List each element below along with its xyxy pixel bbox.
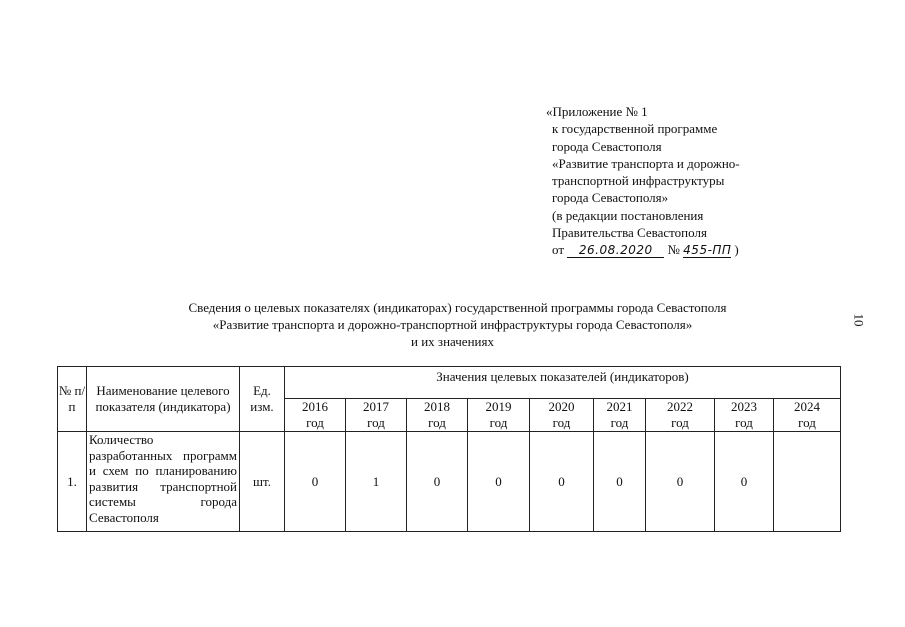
appendix-line: города Севастополя» — [552, 190, 669, 206]
resolution-date: 26.08.2020 — [567, 244, 664, 258]
year-header: 2022 год — [646, 399, 715, 432]
value-cell: 0 — [407, 432, 468, 532]
appendix-line: города Севастополя — [552, 138, 662, 154]
page-number: 10 — [851, 313, 867, 327]
year-header: 2017 год — [346, 399, 407, 432]
from-label: от — [552, 242, 565, 258]
year-header: 2024 год — [774, 399, 841, 432]
number-label: № — [667, 242, 680, 258]
appendix-line: транспортной инфраструктуры — [552, 173, 725, 189]
value-cell: 0 — [594, 432, 646, 532]
col-name-header: Наименование целевого показателя (индикатора) — [87, 367, 240, 432]
year-header: 2018 год — [407, 399, 468, 432]
indicators-table — [57, 366, 841, 532]
table-row — [58, 432, 841, 532]
value-cell: 0 — [468, 432, 530, 532]
year-header: 2023 год — [715, 399, 774, 432]
header-row — [58, 367, 841, 399]
appendix-line: «Развитие транспорта и дорожно- — [552, 155, 740, 171]
col-num-header: № п/п — [58, 367, 87, 432]
year-header: 2016 год — [285, 399, 346, 432]
value-cell: 1 — [346, 432, 407, 532]
appendix-line: (в редакции постановления — [552, 207, 704, 223]
title-line: и их значениях — [411, 334, 494, 349]
appendix-date-line — [552, 241, 740, 258]
appendix-line: «Приложение № 1 — [546, 104, 648, 119]
value-cell: 0 — [285, 432, 346, 532]
indicator-unit: шт. — [240, 432, 285, 532]
row-num: 1. — [58, 432, 87, 532]
year-header: 2019 год — [468, 399, 530, 432]
title-line: Сведения о целевых показателях (индикаторах) государственной программы города Севастополя — [188, 300, 727, 315]
closing-paren: ) — [734, 242, 739, 258]
appendix-header — [546, 103, 740, 259]
value-cell: 0 — [530, 432, 594, 532]
values-group-header: Значения целевых показателей (индикаторов) — [285, 367, 841, 399]
value-cell — [774, 432, 841, 532]
appendix-line: Правительства Севастополя — [552, 225, 707, 241]
value-cell: 0 — [646, 432, 715, 532]
value-cell: 0 — [715, 432, 774, 532]
document-title — [0, 299, 905, 350]
indicator-name: Количество разработанных программ и схем по планированию развития транспортной системы города Севастополя — [87, 432, 240, 532]
resolution-number: 455-ПП — [683, 243, 732, 258]
appendix-line: к государственной программе — [552, 121, 718, 137]
year-header: 2021 год — [594, 399, 646, 432]
year-header: 2020 год — [530, 399, 594, 432]
col-unit-header: Ед. изм. — [240, 367, 285, 432]
title-line: «Развитие транспорта и дорожно-транспортной инфраструктуры города Севастополя» — [212, 317, 693, 332]
